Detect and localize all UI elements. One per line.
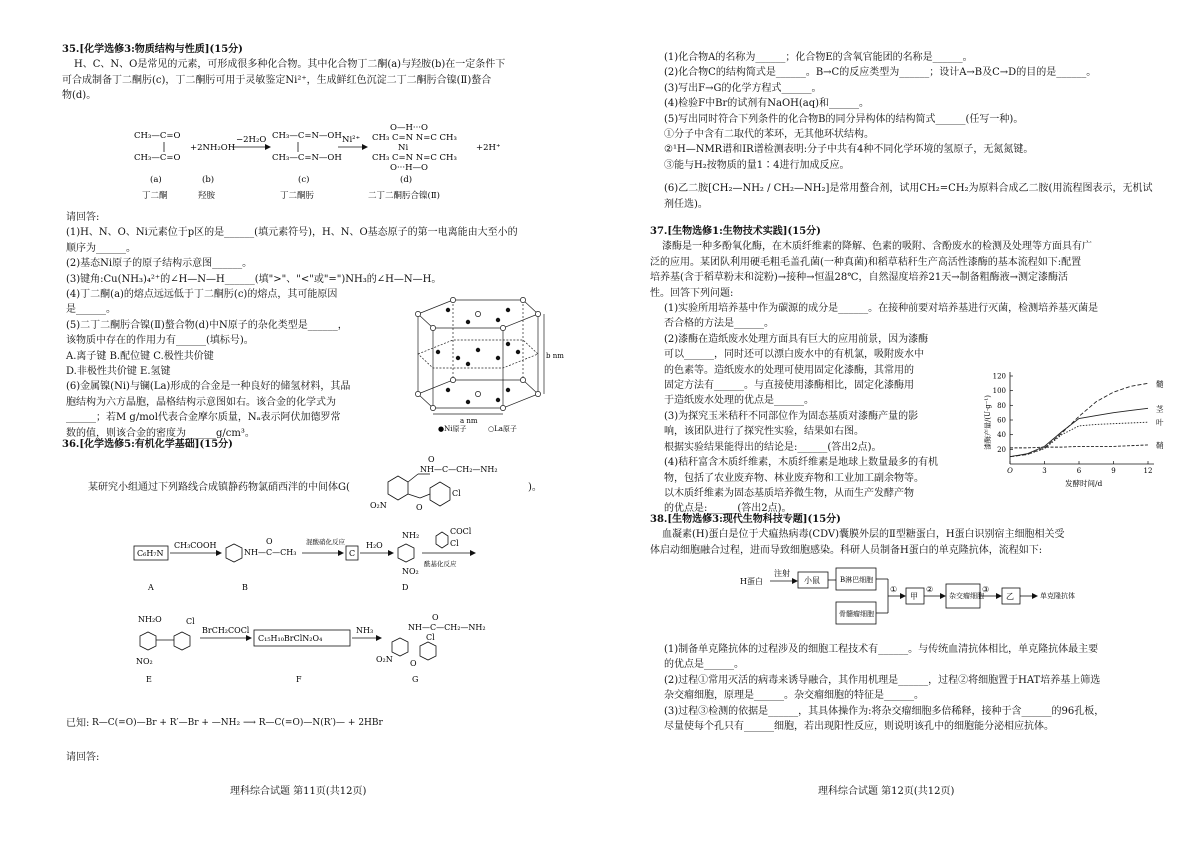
flow-step3: ③ bbox=[982, 585, 990, 594]
x-tick-label: 6 bbox=[1076, 467, 1082, 475]
crystal-cell-figure bbox=[398, 292, 564, 433]
q38-item-2: 的优点是______。 bbox=[664, 659, 744, 671]
y-tick-label: 40 bbox=[997, 431, 1006, 440]
q37-item-9: 响，该团队进行了探究性实验，结果如右图。 bbox=[664, 426, 864, 438]
q35-item-12: 胞结构为六方晶胞，晶格结构示意图如右。该合金的化学式为 bbox=[66, 396, 336, 408]
flow-h-protein: H蛋白 bbox=[740, 577, 763, 586]
q38-item-6: 尽量使每个孔只有______细胞，若出现阳性反应，则说明该孔中的细胞能分泌相应抗体。 bbox=[664, 721, 1054, 733]
svg-text:Cl: Cl bbox=[426, 633, 435, 642]
q35-item-5: (4)丁二酮(a)的熔点远远低于丁二酮肟(c)的熔点，其可能原因 bbox=[66, 289, 338, 301]
label-F: F bbox=[296, 675, 302, 684]
label-d: (d) bbox=[400, 175, 413, 185]
svg-text:O₂N: O₂N bbox=[370, 501, 387, 510]
q36-header: 36.[化学选修5:有机化学基础](15分) bbox=[62, 439, 233, 450]
svg-text:NO₂: NO₂ bbox=[402, 567, 419, 576]
reagent-bromoacetyl: BrCH₂COCl bbox=[202, 626, 250, 635]
q38-item-5: (3)过程③检测的依据是______，其具体操作为:将杂交瘤细胞多倍稀释，接种于含______的96孔板， bbox=[664, 705, 1105, 717]
crystal-height-label: b nm bbox=[546, 352, 564, 360]
footer-page-12: 理科综合试题 第12页(共12页) bbox=[818, 786, 955, 797]
q36-item-4: (4)检验F中Br的试剂有NaOH(aq)和______。 bbox=[664, 98, 870, 110]
series-label-4: 鞘 bbox=[1156, 440, 1164, 450]
structure-g-inline bbox=[368, 452, 528, 512]
x-tick-label: 3 bbox=[1042, 467, 1047, 475]
q36-item-9: (6)乙二胺[CH₂—NH₂ / CH₂—NH₂]是常用螯合剂，试用CH₂=CH₂为原料合成乙二胺(用流程图表示，无机试 bbox=[664, 183, 1153, 195]
q37-item-5: 的色素等。造纸废水的处理可使用固定化漆酶，其常用的 bbox=[664, 364, 914, 376]
q37-intro-1: 漆酶是一种多酚氧化酶，在木质纤维素的降解、色素的吸附、含酚废水的检测及处理等方面具有广 bbox=[662, 241, 1092, 253]
series-label-2: 茎 bbox=[1156, 404, 1164, 414]
flow-step1: ① bbox=[890, 585, 898, 594]
q36-ask-block bbox=[66, 750, 99, 765]
q36-item-7: ②¹H—NMR谱和IR谱检测表明:分子中共有4种不同化学环境的氢原子，无氮氮键。 bbox=[664, 144, 1034, 156]
svg-text:O···H—O: O···H—O bbox=[390, 163, 428, 173]
q35-item-6: 是______。 bbox=[66, 304, 116, 316]
series-line-3 bbox=[1010, 422, 1148, 456]
q36-intro-end-text: )。 bbox=[528, 482, 542, 493]
y-tick-label: 120 bbox=[992, 372, 1006, 381]
page-12 bbox=[600, 0, 1200, 849]
q37-item-12: 物，包括了农业废弃物、林业废弃物和工业加工副余物等。 bbox=[664, 472, 924, 484]
q37-header: 37.[生物选修1:生物技术实践](15分) bbox=[650, 226, 821, 237]
compound-f-formula: C₁₅H₁₀BrClN₂O₄ bbox=[258, 634, 323, 643]
q35-item-10: D.非极性共价键 E.氢键 bbox=[66, 366, 171, 378]
y-tick-label: 80 bbox=[997, 401, 1006, 410]
question-35 bbox=[62, 42, 562, 104]
question-36 bbox=[62, 437, 562, 452]
q35-header: 35.[化学选修3:物质结构与性质](15分) bbox=[62, 44, 243, 55]
q38-item-4: 杂交瘤细胞，原理是______。杂交瘤细胞的特征是______。 bbox=[664, 690, 924, 702]
q36-item-10: 剂任选)。 bbox=[664, 198, 708, 210]
flow-jia: 甲 bbox=[910, 592, 918, 601]
reagent-acetic: CH₃COOH bbox=[174, 541, 217, 550]
q35-item-13: ______；若M g/mol代表合金摩尔质量，Nₐ表示阿伏加德罗常 bbox=[66, 412, 341, 424]
q35-intro-3: 物(d)。 bbox=[62, 90, 97, 102]
chart-x-axis-label: 发酵时间/d bbox=[1065, 479, 1103, 488]
q37-item-7: 于造纸废水处理的优点是______。 bbox=[664, 395, 814, 407]
q37-item-1: (1)实验所用培养基中作为碳源的成分是______。在接种前要对培养基进行灭菌，检测培养基灭菌是 bbox=[664, 303, 1099, 315]
svg-text:O: O bbox=[428, 455, 435, 464]
q37-intro-4: 性。回答下列问题: bbox=[650, 287, 734, 299]
label-B: B bbox=[242, 583, 248, 592]
y-tick-label: 20 bbox=[997, 445, 1006, 454]
q35-item-9: A.离子键 B.配位键 C.极性共价键 bbox=[66, 350, 214, 362]
flow-step2: ② bbox=[926, 585, 934, 594]
svg-text:Ni: Ni bbox=[398, 143, 409, 153]
reagent-text: +2NH₂OH bbox=[190, 143, 236, 153]
synthesis-flow-row2 bbox=[130, 606, 530, 686]
q36-intro bbox=[88, 480, 350, 495]
plus-text: +2H⁺ bbox=[476, 143, 501, 153]
svg-text:CH₃—C=N—OH: CH₃—C=N—OH bbox=[272, 153, 342, 163]
q38-header: 38.[生物选修3:现代生物科技专题](15分) bbox=[650, 514, 841, 525]
footer-page-11: 理科综合试题 第11页(共12页) bbox=[230, 786, 367, 797]
q35-item-7: (5)二丁二酮肟合镍(Ⅱ)螯合物(d)中N原子的杂化类型是______， bbox=[66, 319, 348, 331]
q35-item-3: (2)基态Ni原子的原子结构示意图______。 bbox=[66, 258, 253, 270]
q36-item-5: (5)写出同时符合下列条件的化合物B的同分异构体的结构简式______(任写一种)。 bbox=[664, 113, 1024, 125]
laccase-yield-chart bbox=[980, 366, 1180, 490]
chart-y-axis-label: 漆酶产量/(U·g⁻¹) bbox=[984, 395, 992, 450]
q37-item-2: 否合格的方法是______。 bbox=[664, 318, 774, 330]
q37-item-13: 以木质纤维素为固态基质培养微生物，从而生产发酵产物 bbox=[664, 487, 914, 499]
q36-item-6: ①分子中含有二取代的苯环，无其他环状结构。 bbox=[664, 129, 874, 141]
q37-intro-2: 泛的应用。某团队利用硬毛粗毛盖孔菌(一种真菌)和稻草秸秆生产高活性漆酶的基本流程如下:配置 bbox=[650, 256, 1082, 268]
name-d: 二丁二酮肟合镍(Ⅱ) bbox=[368, 191, 440, 201]
q37-item-11: (4)秸秆富含木质纤维素，木质纤维素是地球上数量最多的有机 bbox=[664, 457, 939, 469]
antibody-flow-diagram bbox=[740, 564, 1080, 636]
q35-item-8: 该物质中存在的作用力有______(填标号)。 bbox=[66, 335, 254, 347]
reagent-water: H₂O bbox=[366, 541, 383, 550]
x-tick-label: 9 bbox=[1111, 467, 1116, 475]
q35-intro-2: 可合成制备丁二酮肟(c)，丁二酮肟可用于灵敏鉴定Ni²⁺，生成鲜红色沉淀二丁二酮肟合镍(Ⅱ)螯合 bbox=[62, 74, 492, 86]
svg-text:CH₃—C=N—OH: CH₃—C=N—OH bbox=[272, 131, 342, 141]
series-label-3: 叶 bbox=[1156, 418, 1164, 428]
label-D: D bbox=[402, 583, 409, 592]
label-c: (c) bbox=[298, 175, 310, 185]
series-line-4 bbox=[1010, 445, 1148, 448]
q35-item-4: (3)键角:Cu(NH₃)₄²⁺的∠H—N—H______(填">"、"<"或"=")NH₃的∠H—N—H。 bbox=[66, 273, 442, 285]
flow-myeloma: 骨髓瘤细胞 bbox=[839, 610, 874, 618]
series-line-2 bbox=[1010, 408, 1148, 456]
compound-a-formula: C₆H₇N bbox=[137, 549, 164, 558]
legend-ni: ●Ni原子 bbox=[438, 425, 467, 433]
svg-text:O: O bbox=[432, 613, 439, 622]
flow-mouse: 小鼠 bbox=[804, 576, 820, 585]
name-c: 丁二酮肟 bbox=[280, 191, 315, 201]
q37-item-14: 的优点是:______(答出2点)。 bbox=[664, 503, 792, 515]
svg-text:CH₃ C=N N=C CH₃: CH₃ C=N N=C CH₃ bbox=[372, 133, 457, 143]
svg-text:NH—C—CH₃: NH—C—CH₃ bbox=[244, 548, 297, 557]
cond2-text: Ni²⁺ bbox=[342, 135, 361, 145]
q37-intro-3: 培养基(含于稻草粉末和淀粉)→接种→恒温28℃，自然湿度培养21天→制备粗酶液→测定漆酶活 bbox=[650, 272, 1068, 284]
q37-item-6: 固定方法有______。与直接使用漆酶相比，固定化漆酶用 bbox=[664, 380, 914, 392]
svg-text:Cl: Cl bbox=[186, 617, 195, 626]
q37-item-3: (2)漆酶在造纸废水处理方面具有巨大的应用前景，因为漆酶 bbox=[664, 333, 929, 345]
series-label-1: 髓 bbox=[1156, 379, 1164, 389]
svg-text:O: O bbox=[410, 659, 417, 668]
crystal-a-label: a nm bbox=[460, 417, 478, 425]
q35-item-11: (6)金属镍(Ni)与镧(La)形成的合金是一种良好的储氢材料，其晶 bbox=[66, 381, 351, 393]
flow-b-cell: B淋巴细胞 bbox=[840, 576, 874, 584]
svg-text:O—H···O: O—H···O bbox=[390, 123, 428, 133]
y-tick-label: 60 bbox=[997, 416, 1006, 425]
label-b: (b) bbox=[202, 175, 215, 185]
reagent-acylation: 酰基化反应 bbox=[424, 560, 457, 568]
svg-text:Cl: Cl bbox=[452, 489, 461, 498]
svg-text:NH₂: NH₂ bbox=[402, 531, 420, 540]
legend-la: ○La原子 bbox=[488, 425, 517, 433]
synthesis-flow-row1 bbox=[130, 522, 530, 594]
cond1-text: −2H₂O bbox=[236, 135, 267, 145]
name-a: 丁二酮 bbox=[142, 191, 168, 201]
y-tick-label: 100 bbox=[992, 387, 1006, 396]
flow-inject: 注射 bbox=[774, 569, 790, 578]
q35-reaction-scheme bbox=[120, 120, 540, 210]
q38-item-3: (2)过程①常用灭活的病毒来诱导融合，其作用机理是______，过程②将细胞置于HAT培养基上筛选 bbox=[664, 674, 1101, 686]
q37-item-8: (3)为探究玉米秸秆不同部位作为固态基质对漆酶产量的影 bbox=[664, 410, 919, 422]
q36-item-2: (2)化合物C的结构简式是______。B→C的反应类型为______；设计A→B及C→D的目的是______。 bbox=[664, 67, 1097, 79]
q35-item-1: (1)H、N、O、Ni元素位于p区的是______(填元素符号)，H、N、O基态原子的第一电离能由大至小的 bbox=[66, 227, 518, 239]
q38-questions bbox=[664, 642, 1174, 734]
q36-intro-end bbox=[528, 480, 542, 495]
q36-ask: 请回答: bbox=[66, 752, 100, 763]
chart-series bbox=[1010, 378, 1165, 456]
q35-intro-1: H、C、N、O是常见的元素，可形成很多种化合物。其中化合物丁二酮(a)与羟胺(b)在一定条件下 bbox=[74, 59, 506, 71]
q36-intro-text: 某研究小组通过下列路线合成镇静药物氯硝西泮的中间体G( bbox=[88, 482, 350, 493]
name-b: 羟胺 bbox=[198, 191, 216, 201]
svg-text:O: O bbox=[266, 537, 273, 546]
svg-text:Cl: Cl bbox=[450, 539, 459, 548]
q38-item-1: (1)制备单克隆抗体的过程涉及的细胞工程技术有______。与传统血清抗体相比，单克隆抗体最主要 bbox=[664, 644, 1099, 655]
q37-item-4: 可以______，同时还可以漂白废水中的有机氯，吸附废水中 bbox=[664, 349, 924, 361]
svg-text:NH—C—CH₂—NH₂: NH—C—CH₂—NH₂ bbox=[408, 623, 486, 632]
question-38 bbox=[650, 512, 1170, 558]
flow-hybridoma: 杂交瘤细胞 bbox=[949, 592, 984, 600]
svg-text:CH₃ C=N N=C CH₃: CH₃ C=N N=C CH₃ bbox=[372, 153, 457, 163]
svg-text:O₂N: O₂N bbox=[376, 655, 393, 664]
q35-ask: 请回答: bbox=[66, 212, 100, 223]
svg-text:COCl: COCl bbox=[450, 527, 472, 536]
svg-text:NO₂: NO₂ bbox=[136, 657, 153, 666]
compound-c: C bbox=[349, 549, 356, 558]
q36-known bbox=[66, 716, 89, 731]
chart-axes bbox=[993, 372, 1154, 475]
q35-item-2: 顺序为______。 bbox=[66, 242, 136, 254]
q36-item-1: (1)化合物A的名称为______；化合物E的含氧官能团的名称是______。 bbox=[664, 52, 973, 63]
label-G: G bbox=[412, 675, 419, 684]
svg-text:NH₂O: NH₂O bbox=[138, 615, 162, 624]
q36-subquestions bbox=[664, 50, 1164, 212]
svg-text:O: O bbox=[416, 503, 423, 512]
svg-text:CH₃—C=O: CH₃—C=O bbox=[134, 153, 181, 163]
q36-item-3: (3)写出F→G的化学方程式______。 bbox=[664, 82, 822, 94]
svg-text:CH₃—C=O: CH₃—C=O bbox=[134, 131, 181, 141]
label-E: E bbox=[146, 675, 152, 684]
label-A: A bbox=[148, 583, 154, 592]
q36-item-8: ③能与H₂按物质的量1∶4进行加成反应。 bbox=[664, 159, 850, 171]
q37-item-10: 根据实验结果能得出的结论是:______(答出2点)。 bbox=[664, 441, 882, 453]
svg-text:NH—C—CH₂—NH₂: NH—C—CH₂—NH₂ bbox=[420, 465, 498, 474]
q36-known-eq-wrap bbox=[92, 716, 383, 731]
label-a: (a) bbox=[150, 175, 162, 185]
x-tick-label: 12 bbox=[1143, 467, 1153, 475]
known-equation: R—C(=O)—Br + R′—Br + —NH₂ ⟶ R—C(=O)—N(R′)— + 2HBr bbox=[92, 718, 383, 728]
reagent-nitration: 混酸硝化反应 bbox=[306, 538, 345, 546]
q35-item-14: 数的值，则该合金的密度为______g/cm³。 bbox=[66, 427, 255, 439]
flow-output: 单克隆抗体 bbox=[1040, 592, 1075, 600]
known-label: 已知: bbox=[66, 718, 90, 729]
x-tick-label: O bbox=[1007, 467, 1013, 475]
flow-yi: 乙 bbox=[1006, 592, 1014, 601]
q38-intro-2: 体启动细胞融合过程，进而导致细胞感染。科研人员制备H蛋白的单克隆抗体，流程如下: bbox=[650, 544, 1043, 556]
reagent-ammonia: NH₃ bbox=[356, 626, 374, 635]
q38-intro-1: 血凝素(H)蛋白是位于犬瘟热病毒(CDV)囊膜外层的Ⅱ型糖蛋白，H蛋白识别宿主细胞相关受 bbox=[662, 529, 1065, 541]
